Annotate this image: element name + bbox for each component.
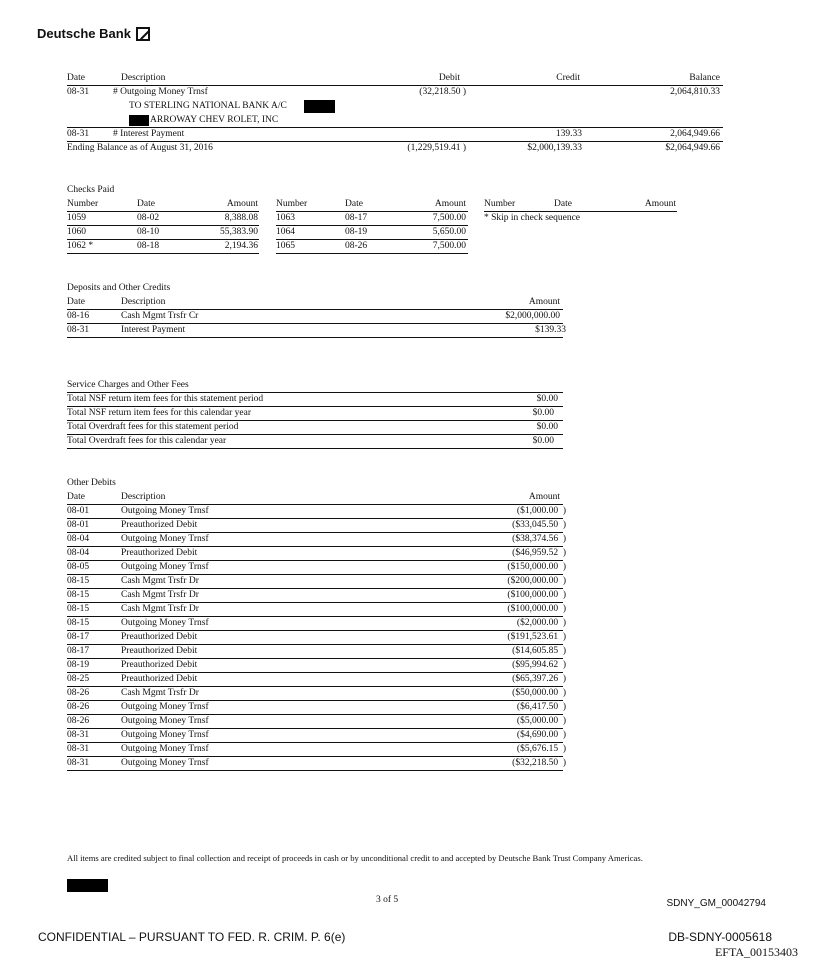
debit-amount: ($100,000.00 ) (507, 604, 566, 614)
deposit-row (0, 324, 816, 337)
redaction-box (129, 115, 149, 126)
debit-amount: ($191,523.61 ) (507, 632, 566, 642)
debit-amount: ($4,690.00 ) (516, 730, 566, 740)
debit-description: Outgoing Money Trnsf (121, 702, 209, 712)
debit-amount: ($38,374.56 ) (512, 534, 566, 544)
debit-date: 08-01 (67, 506, 90, 516)
bates-number-sdny-gm: SDNY_GM_00042794 (666, 898, 766, 909)
bates-number-efta: EFTA_00153403 (714, 945, 798, 959)
debit-description: Preauthorized Debit (121, 520, 198, 530)
col-header-amount: Amount (226, 199, 258, 209)
debit-description: Cash Mgmt Trsfr Dr (121, 576, 199, 586)
debit-description: Outgoing Money Trnsf (121, 744, 209, 754)
debit-row (0, 561, 816, 574)
col-header-debit: Debit (438, 73, 460, 83)
check-date: 08-10 (137, 227, 160, 237)
fee-amount: $0.00 (536, 394, 558, 404)
section-title: Other Debits (67, 478, 116, 488)
deposits-section (0, 282, 816, 342)
checks-paid-section (0, 184, 816, 259)
transaction-debit: (32,218.50 ) (419, 87, 466, 97)
transaction-description: # Outgoing Money Trnsf (113, 87, 208, 97)
deutsche-bank-slash-icon (136, 27, 150, 41)
debit-row (0, 547, 816, 560)
redaction-box (304, 100, 335, 113)
transaction-row (0, 128, 816, 141)
debit-amount: ($5,000.00 ) (516, 716, 566, 726)
bank-name: Deutsche Bank (37, 26, 131, 41)
debit-row (0, 519, 816, 532)
debit-description: Preauthorized Debit (121, 548, 198, 558)
col-header-date: Date (67, 73, 85, 83)
debit-row (0, 743, 816, 756)
fee-description: Total NSF return item fees for this calendar year (67, 408, 251, 418)
debit-amount: ($200,000.00 ) (507, 576, 566, 586)
section-title: Deposits and Other Credits (67, 283, 171, 293)
check-number: 1062 * (67, 241, 94, 251)
transaction-detail-line: ARROWAY CHEV ROLET, INC (150, 115, 279, 125)
debit-row (0, 645, 816, 658)
bates-number-db-sdny: DB-SDNY-0005618 (668, 930, 772, 944)
check-number: 1059 (67, 213, 86, 223)
col-header-amount: Amount (644, 199, 676, 209)
fee-description: Total Overdraft fees for this statement period (67, 422, 239, 432)
col-header-description: Description (121, 492, 166, 502)
debit-date: 08-04 (67, 548, 90, 558)
debit-row (0, 617, 816, 630)
debit-description: Cash Mgmt Trsfr Dr (121, 688, 199, 698)
check-amount: 7,500.00 (432, 241, 466, 251)
debit-amount: ($95,994.62 ) (512, 660, 566, 670)
debit-row (0, 757, 816, 770)
debit-description: Outgoing Money Trnsf (121, 562, 209, 572)
check-number: 1065 (276, 241, 295, 251)
debit-amount: ($50,000.00 ) (512, 688, 566, 698)
col-header-amount: Amount (434, 199, 466, 209)
deposit-date: 08-16 (67, 311, 90, 321)
transaction-detail-line: TO STERLING NATIONAL BANK A/C (129, 101, 287, 111)
check-amount: 7,500.00 (432, 213, 466, 223)
debit-date: 08-31 (67, 730, 90, 740)
ending-balance-total: $2,064,949.66 (665, 143, 720, 153)
debit-date: 08-15 (67, 618, 90, 628)
fee-row (0, 393, 816, 406)
check-row (0, 212, 816, 225)
debit-date: 08-26 (67, 688, 90, 698)
debit-description: Preauthorized Debit (121, 660, 198, 670)
debit-date: 08-15 (67, 604, 90, 614)
debit-description: Cash Mgmt Trsfr Dr (121, 590, 199, 600)
debit-date: 08-31 (67, 758, 90, 768)
ending-balance-row (0, 142, 816, 155)
col-header-date: Date (67, 297, 85, 307)
transaction-description: # Interest Payment (113, 129, 185, 139)
debit-amount: ($150,000.00 ) (507, 562, 566, 572)
transaction-credit: 139.33 (555, 129, 582, 139)
check-row (0, 226, 816, 239)
debit-amount: ($65,397.26 ) (512, 674, 566, 684)
check-number: 1064 (276, 227, 295, 237)
debit-amount: ($33,045.50 ) (512, 520, 566, 530)
debit-amount: ($6,417.50 ) (516, 702, 566, 712)
debit-description: Outgoing Money Trnsf (121, 534, 209, 544)
debit-row (0, 673, 816, 686)
deposit-description: Interest Payment (121, 325, 186, 335)
debit-amount: ($100,000.00 ) (507, 590, 566, 600)
service-charges-section (0, 379, 816, 451)
debit-description: Outgoing Money Trnsf (121, 730, 209, 740)
debit-date: 08-19 (67, 660, 90, 670)
col-header-number: Number (276, 199, 308, 209)
ending-debit-total: (1,229,519.41 ) (407, 143, 466, 153)
disclaimer: All items are credited subject to final collection and receipt of proceeds in cash or by unconditional credit to and accepted by Deutsche Bank Trust Company Americas. (67, 853, 643, 863)
check-date: 08-26 (345, 241, 368, 251)
check-row (0, 240, 816, 253)
fee-amount: $0.00 (532, 436, 554, 446)
check-amount: 5,650.00 (432, 227, 466, 237)
debit-row (0, 505, 816, 518)
transaction-balance: 2,064,810.33 (670, 87, 720, 97)
col-header-number: Number (67, 199, 99, 209)
col-header-date: Date (345, 199, 363, 209)
debit-date: 08-17 (67, 646, 90, 656)
fee-description: Total NSF return item fees for this statement period (67, 394, 264, 404)
ending-balance-label: Ending Balance as of August 31, 2016 (67, 143, 213, 153)
bank-logo (37, 26, 150, 41)
ending-credit-total: $2,000,139.33 (527, 143, 582, 153)
deposit-row (0, 310, 816, 323)
fee-description: Total Overdraft fees for this calendar year (67, 436, 227, 446)
confidentiality-notice: CONFIDENTIAL – PURSUANT TO FED. R. CRIM. P. 6(e) (38, 930, 346, 944)
debit-amount: ($1,000.00 ) (516, 506, 566, 516)
col-header-amount: Amount (528, 297, 560, 307)
check-date: 08-02 (137, 213, 160, 223)
debit-amount: ($46,959.52 ) (512, 548, 566, 558)
transaction-date: 08-31 (67, 129, 90, 139)
debit-description: Cash Mgmt Trsfr Dr (121, 604, 199, 614)
redaction-box (67, 879, 108, 892)
debit-date: 08-26 (67, 716, 90, 726)
deposit-amount: $2,000,000.00 (505, 311, 560, 321)
debit-date: 08-17 (67, 632, 90, 642)
debit-amount: ($14,605.85 ) (512, 646, 566, 656)
debit-row (0, 701, 816, 714)
debit-row (0, 603, 816, 616)
account-activity-table (0, 72, 816, 162)
col-header-description: Description (121, 73, 166, 83)
section-title: Service Charges and Other Fees (67, 380, 189, 390)
col-header-balance: Balance (689, 73, 720, 83)
debit-date: 08-04 (67, 534, 90, 544)
debit-date: 08-15 (67, 590, 90, 600)
transaction-balance: 2,064,949.66 (670, 129, 720, 139)
check-amount: 8,388.08 (224, 213, 258, 223)
debit-row (0, 687, 816, 700)
debit-row (0, 631, 816, 644)
fee-amount: $0.00 (536, 422, 558, 432)
col-header-description: Description (121, 297, 166, 307)
debit-date: 08-25 (67, 674, 90, 684)
check-date: 08-19 (345, 227, 368, 237)
transaction-date: 08-31 (67, 87, 90, 97)
debit-date: 08-05 (67, 562, 90, 572)
other-debits-section (0, 477, 816, 777)
debit-row (0, 589, 816, 602)
check-number: 1063 (276, 213, 295, 223)
debit-amount: ($5,676.15 ) (516, 744, 566, 754)
debit-description: Outgoing Money Trnsf (121, 506, 209, 516)
debit-description: Outgoing Money Trnsf (121, 758, 209, 768)
col-header-date: Date (137, 199, 155, 209)
debit-date: 08-26 (67, 702, 90, 712)
debit-row (0, 729, 816, 742)
debit-row (0, 533, 816, 546)
debit-row (0, 715, 816, 728)
col-header-number: Number (484, 199, 516, 209)
debit-amount: ($2,000.00 ) (516, 618, 566, 628)
col-header-date: Date (554, 199, 572, 209)
debit-description: Preauthorized Debit (121, 646, 198, 656)
debit-amount: ($32,218.50 ) (512, 758, 566, 768)
check-amount: 55,383.90 (220, 227, 258, 237)
check-sequence-note: * Skip in check sequence (484, 213, 581, 223)
fee-row (0, 407, 816, 420)
check-number: 1060 (67, 227, 86, 237)
check-date: 08-18 (137, 241, 160, 251)
transaction-row (0, 86, 816, 99)
deposit-description: Cash Mgmt Trsfr Cr (121, 311, 199, 321)
debit-row (0, 575, 816, 588)
section-title: Checks Paid (67, 185, 115, 195)
deposit-date: 08-31 (67, 325, 90, 335)
debit-date: 08-31 (67, 744, 90, 754)
col-header-credit: Credit (556, 73, 580, 83)
check-amount: 2,194.36 (224, 241, 258, 251)
deposit-amount: $139.33 (535, 325, 566, 335)
debit-row (0, 659, 816, 672)
col-header-amount: Amount (528, 492, 560, 502)
fee-row (0, 435, 816, 448)
debit-date: 08-15 (67, 576, 90, 586)
debit-description: Preauthorized Debit (121, 674, 198, 684)
debit-date: 08-01 (67, 520, 90, 530)
debit-description: Outgoing Money Trnsf (121, 716, 209, 726)
col-header-date: Date (67, 492, 85, 502)
page-number: 3 of 5 (376, 895, 399, 905)
fee-row (0, 421, 816, 434)
fee-amount: $0.00 (532, 408, 554, 418)
check-date: 08-17 (345, 213, 368, 223)
debit-description: Preauthorized Debit (121, 632, 198, 642)
debit-description: Outgoing Money Trnsf (121, 618, 209, 628)
